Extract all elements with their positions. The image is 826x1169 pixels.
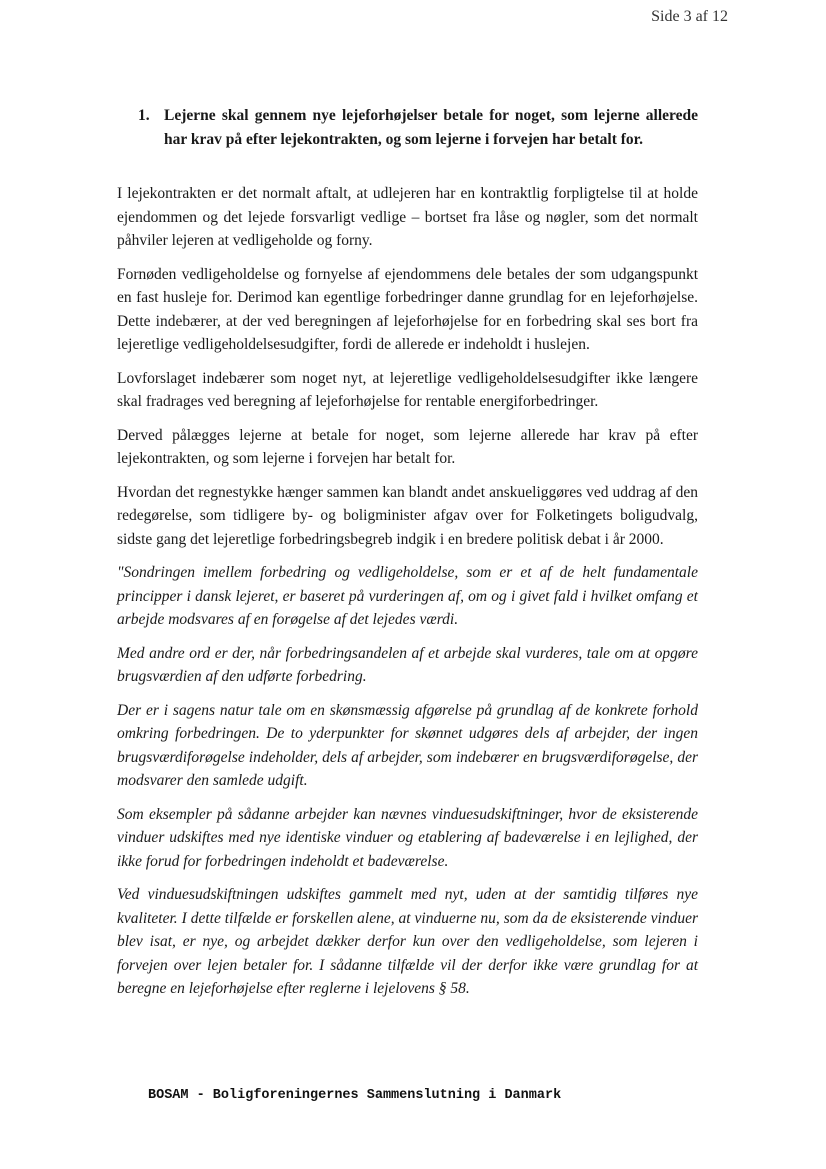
quote-paragraph: Ved vinduesudskiftningen udskiftes gammelt med nyt, uden at der samtidig tilføres nye kvaliteter. I dette tilfælde er forskellen alene, at vinduerne nu, som da de eksisterende vinduer blev isat, er nye, og arbejdet dækker derfor kun over den vedligeholdelse, som lejeren i forvejen over lejen betaler for. I sådanne tilfælde vil der derfor ikke være grundlag for at beregne en lejeforhøjelse efter reglerne i lejelovens § 58. [117,886,698,997]
section-heading-text: Lejerne skal gennem nye lejeforhøjelser betale for noget, som lejerne allerede har krav på efter lejekontrakten, og som lejerne i forvejen har betalt for. [164,107,698,148]
quote-paragraph: Der er i sagens natur tale om en skønsmæssig afgørelse på grundlag af de konkrete forhold omkring forbedringen. De to yderpunkter for skønnet udgøres dels af arbejder, der ingen brugsværdiforøgelse indeholder, dels af arbejder, som indebærer en brugsværdiforøgelse, der modsvarer den samlede udgift. [117,701,698,789]
section-heading [138,104,698,152]
quote-paragraph: "Sondringen imellem forbedring og vedligeholdelse, som er et af de helt fundamentale principper i dansk lejeret, er baseret på vurderingen af, om og i givet fald i hvilket omfang et arbejde modsvares af en forøgelse af det lejedes værdi. [117,564,698,628]
paragraph: Fornøden vedligeholdelse og fornyelse af ejendommens dele betales der som udgangspunkt en fast husleje for. Derimod kan egentlige forbedringer danne grundlag for en lejeforhøjelse. Dette indebærer, at der ved beregningen af lejeforhøjelse for en forbedring skal ses bort fra lejeretlige vedligeholdelsesudgifter, fordi de allerede er indeholdt i huslejen. [117,265,698,353]
paragraph: Hvordan det regnestykke hænger sammen kan blandt andet anskueliggøres ved uddrag af den redegørelse, som tidligere by- og boligminister afgav over for Folketingets boligudvalg, sidste gang det lejeretlige forbedringsbegreb indgik i en bredere politisk debat i år 2000. [117,483,698,548]
footer-organization: BOSAM - Boligforeningernes Sammenslutning i Danmark [148,1088,562,1103]
page-number: Side 3 af 12 [651,8,728,25]
quote-paragraph: Som eksempler på sådanne arbejder kan nævnes vinduesudskiftninger, hvor de eksisterende vinduer udskiftes med nye identiske vinduer og etablering af badeværelse i en lejlighed, der ikke forud for forbedringen indeholdt et badeværelse. [117,805,698,870]
document-body [117,182,698,1011]
paragraph: I lejekontrakten er det normalt aftalt, at udlejeren har en kontraktlig forpligtelse til at holde ejendommen og det lejede forsvarligt vedlige – bortset fra låse og nøgler, som det normalt påhviler lejeren at vedligeholde og forny. [117,185,698,249]
section-number: 1. [138,107,150,124]
paragraph: Derved pålægges lejerne at betale for noget, som lejerne allerede har krav på efter lejekontrakten, og som lejerne i forvejen har betalt for. [117,426,698,467]
quote-paragraph: Med andre ord er der, når forbedringsandelen af et arbejde skal vurderes, tale om at opgøre brugsværdien af den udførte forbedring. [117,644,698,685]
paragraph: Lovforslaget indebærer som noget nyt, at lejeretlige vedligeholdelsesudgifter ikke længere skal fradrages ved beregning af lejeforhøjelse for rentable energiforbedringer. [117,369,698,410]
